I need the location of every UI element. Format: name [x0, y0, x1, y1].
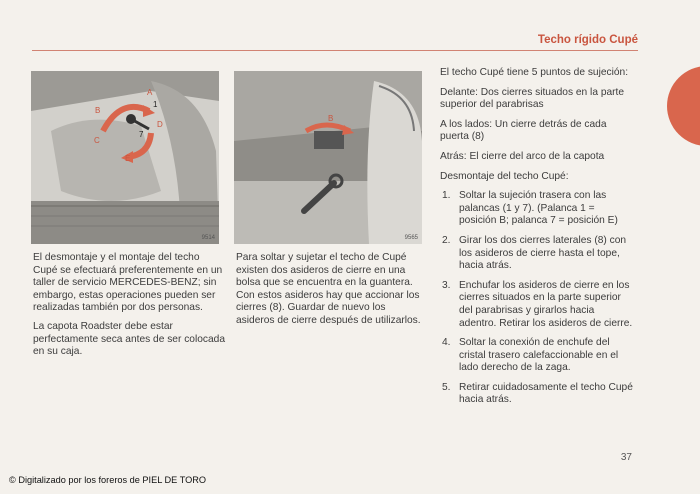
paragraph: El desmontaje y el montaje del techo Cupé se efectuará preferentemente en un taller de servicio MERCEDES-BENZ; sin embargo, estas operaciones pueden ser realizadas también por dos personas. — [33, 252, 223, 314]
middle-text-column — [236, 252, 424, 334]
figure-lock-handles — [234, 71, 422, 244]
paragraph: La capota Roadster debe estar perfectamente seca antes de ser colocada en su caja. — [33, 320, 225, 358]
lock-handle-illustration — [234, 71, 422, 244]
chapter-tab-marker — [667, 66, 700, 146]
side-latches-text: A los lados: Un cierre detrás de cada puerta (8) — [440, 118, 607, 143]
intro-text: El techo Cupé tiene 5 puntos de sujeción: — [440, 67, 629, 78]
figure-number: 9514 — [201, 235, 215, 241]
left-text-column — [33, 252, 225, 365]
rear-latch-illustration — [31, 71, 219, 244]
front-latches-text: Delante: Dos cierres situados en la parte superior del parabrisas — [440, 86, 625, 111]
page-number: 37 — [620, 452, 632, 463]
label-d: D — [157, 120, 163, 129]
label-a: A — [147, 88, 153, 97]
step-item: 4. Soltar la conexión de enchufe del cristal trasero calefaccionable en el lado derecho de la zaga. — [442, 337, 619, 374]
removal-steps — [440, 190, 633, 407]
label-b: B — [95, 106, 101, 115]
step-item: 1. Soltar la sujeción trasera con las palancas (1 y 7). (Palanca 1 = posición B; palanca 7 = posición E) — [442, 190, 618, 227]
paragraph: Para soltar y sujetar el techo de Cupé existen dos asideros de cierre en una bolsa que se encuentra en la guantera. Con estos asideros hay que accionar los cierres (8). Guardar de nuevo los asideros de cierre después de utilizarlos. — [236, 252, 421, 326]
header-divider — [32, 50, 638, 51]
label-b: B — [328, 114, 334, 123]
figure-rear-latch-levers — [31, 71, 219, 244]
figure-number: 9565 — [404, 235, 418, 241]
section-title: Techo rígido Cupé — [537, 34, 638, 46]
label-lever-1: 1 — [153, 100, 158, 109]
rear-latch-text: Atrás: El cierre del arco de la capota — [440, 150, 605, 162]
step-item: 5. Retirar cuidadosamente el techo Cupé hacia atrás. — [442, 381, 633, 406]
right-text-column — [440, 67, 633, 414]
label-c: C — [94, 136, 100, 145]
label-lever-7: 7 — [139, 130, 144, 139]
label-e: E — [125, 154, 131, 163]
removal-heading: Desmontaje del techo Cupé: — [440, 170, 569, 182]
step-item: 2. Girar los dos cierres laterales (8) con los asideros de cierre hasta el tope, hacia atrás. — [442, 234, 627, 272]
step-item: 3. Enchufar los asideros de cierre en los cierres situados en la parte superior del parabrisas y girarlos hacia adentro. Retirar los asideros de cierre. — [442, 279, 633, 329]
scan-credit: © Digitalizado por los foreros de PIEL DE TORO — [9, 475, 207, 485]
